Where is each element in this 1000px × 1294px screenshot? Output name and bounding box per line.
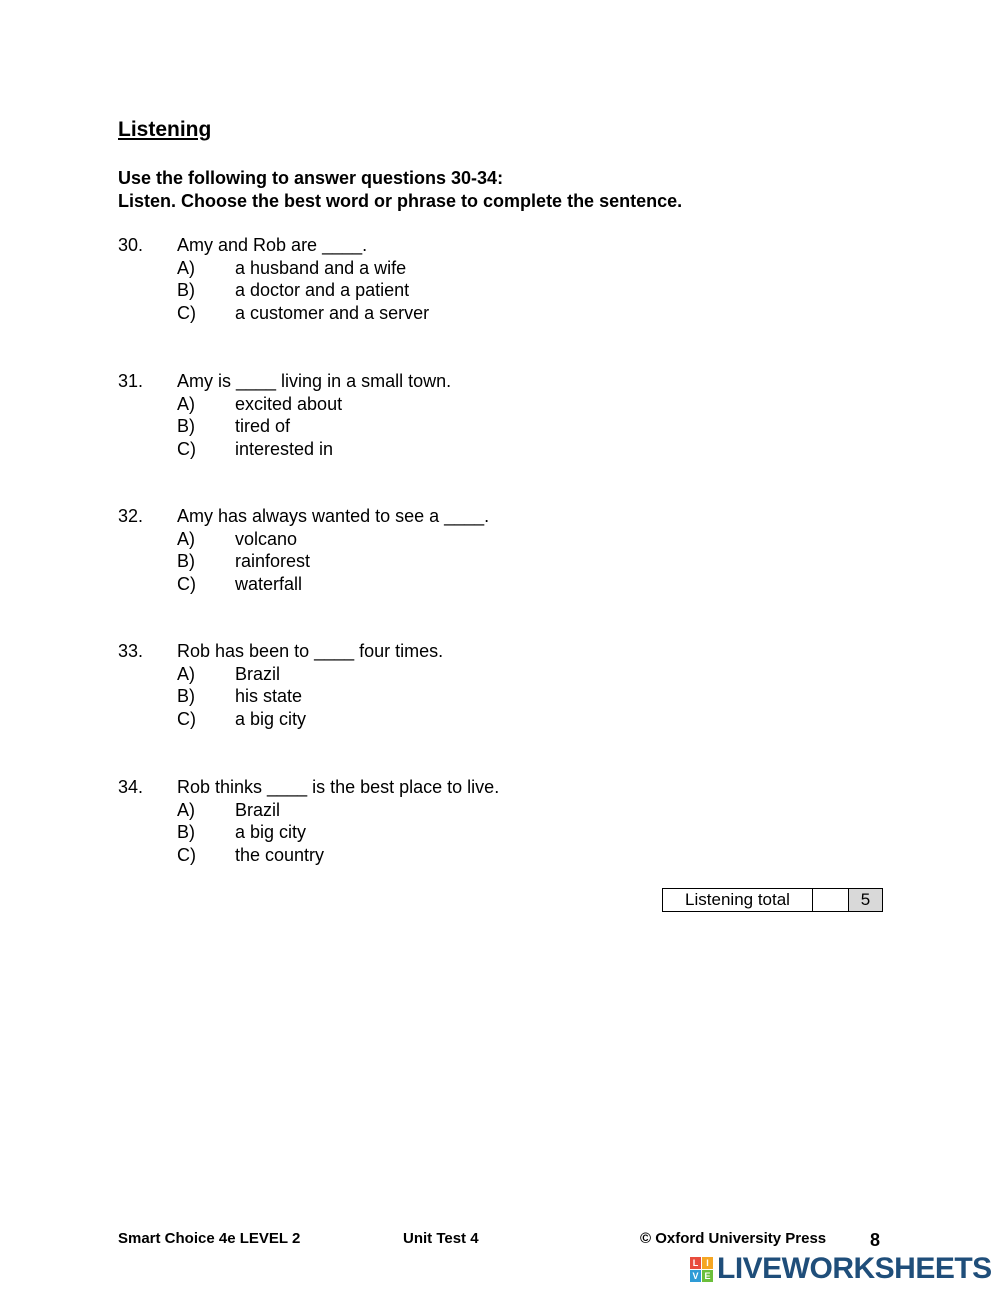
question-text: Amy and Rob are ____. bbox=[177, 235, 368, 255]
option-label: B) bbox=[177, 416, 195, 437]
total-label: Listening total bbox=[663, 889, 813, 911]
question-number: 34. bbox=[118, 777, 144, 797]
option-text: a big city bbox=[235, 822, 307, 843]
section-title: Listening bbox=[118, 118, 212, 141]
answer-option[interactable] bbox=[118, 257, 818, 280]
logo-cell: I bbox=[702, 1257, 713, 1269]
logo-cell: E bbox=[702, 1270, 713, 1282]
option-text: excited about bbox=[235, 393, 343, 414]
question-number: 32. bbox=[118, 506, 144, 526]
option-label: C) bbox=[177, 303, 196, 324]
answer-option[interactable] bbox=[118, 438, 818, 461]
option-label: B) bbox=[177, 280, 195, 301]
question-34 bbox=[118, 776, 818, 867]
question-number: 30. bbox=[118, 235, 144, 255]
question-text: Rob thinks ____ is the best place to live. bbox=[177, 777, 500, 797]
answer-option[interactable] bbox=[118, 663, 818, 686]
question-text: Amy has always wanted to see a ____. bbox=[177, 506, 490, 526]
answer-option[interactable] bbox=[118, 302, 818, 325]
option-text: Brazil bbox=[235, 799, 281, 820]
option-text: tired of bbox=[235, 416, 291, 437]
page-number: 8 bbox=[870, 1230, 881, 1250]
option-label: C) bbox=[177, 574, 196, 595]
liveworksheets-logo-icon bbox=[690, 1257, 713, 1282]
listening-total-box bbox=[662, 888, 883, 912]
logo-cell: V bbox=[690, 1270, 701, 1282]
option-label: C) bbox=[177, 845, 196, 866]
total-score-field[interactable] bbox=[813, 889, 849, 911]
answer-option[interactable] bbox=[118, 844, 818, 867]
logo-cell: L bbox=[690, 1257, 701, 1269]
instruction-line: Use the following to answer questions 30-34: bbox=[118, 168, 504, 188]
option-label: B) bbox=[177, 822, 195, 843]
answer-option[interactable] bbox=[118, 821, 818, 844]
liveworksheets-text: LIVEWORKSHEETS bbox=[717, 1252, 992, 1285]
option-label: A) bbox=[177, 528, 195, 549]
answer-option[interactable] bbox=[118, 573, 818, 596]
option-text: his state bbox=[235, 686, 303, 707]
answer-option[interactable] bbox=[118, 393, 818, 416]
option-label: C) bbox=[177, 439, 196, 460]
option-text: a husband and a wife bbox=[235, 257, 407, 278]
answer-option[interactable] bbox=[118, 550, 818, 573]
instruction-line: Listen. Choose the best word or phrase to complete the sentence. bbox=[118, 191, 683, 211]
answer-option[interactable] bbox=[118, 799, 818, 822]
answer-option[interactable] bbox=[118, 415, 818, 438]
option-text: interested in bbox=[235, 439, 334, 460]
option-text: a customer and a server bbox=[235, 303, 430, 324]
option-label: A) bbox=[177, 663, 195, 684]
question-text: Rob has been to ____ four times. bbox=[177, 641, 444, 661]
option-label: C) bbox=[177, 709, 196, 730]
option-label: B) bbox=[177, 686, 195, 707]
option-label: A) bbox=[177, 257, 195, 278]
question-30 bbox=[118, 234, 818, 325]
liveworksheets-logo bbox=[690, 1253, 992, 1285]
answer-option[interactable] bbox=[118, 279, 818, 302]
option-label: B) bbox=[177, 551, 195, 572]
question-31 bbox=[118, 370, 818, 461]
question-32 bbox=[118, 505, 818, 596]
option-text: rainforest bbox=[235, 551, 311, 572]
option-text: a big city bbox=[235, 709, 307, 730]
option-text: waterfall bbox=[235, 574, 303, 595]
answer-option[interactable] bbox=[118, 528, 818, 551]
question-33 bbox=[118, 640, 818, 731]
footer-unit: Unit Test 4 bbox=[403, 1230, 479, 1247]
question-number: 31. bbox=[118, 371, 144, 391]
option-text: Brazil bbox=[235, 663, 281, 684]
question-number: 33. bbox=[118, 641, 144, 661]
option-text: the country bbox=[235, 845, 325, 866]
option-label: A) bbox=[177, 393, 195, 414]
answer-option[interactable] bbox=[118, 708, 818, 731]
question-text: Amy is ____ living in a small town. bbox=[177, 371, 452, 391]
option-label: A) bbox=[177, 799, 195, 820]
footer-copyright: © Oxford University Press bbox=[640, 1230, 827, 1247]
footer-book: Smart Choice 4e LEVEL 2 bbox=[118, 1230, 301, 1247]
answer-option[interactable] bbox=[118, 685, 818, 708]
option-text: volcano bbox=[235, 528, 298, 549]
total-max: 5 bbox=[849, 889, 882, 911]
option-text: a doctor and a patient bbox=[235, 280, 410, 301]
